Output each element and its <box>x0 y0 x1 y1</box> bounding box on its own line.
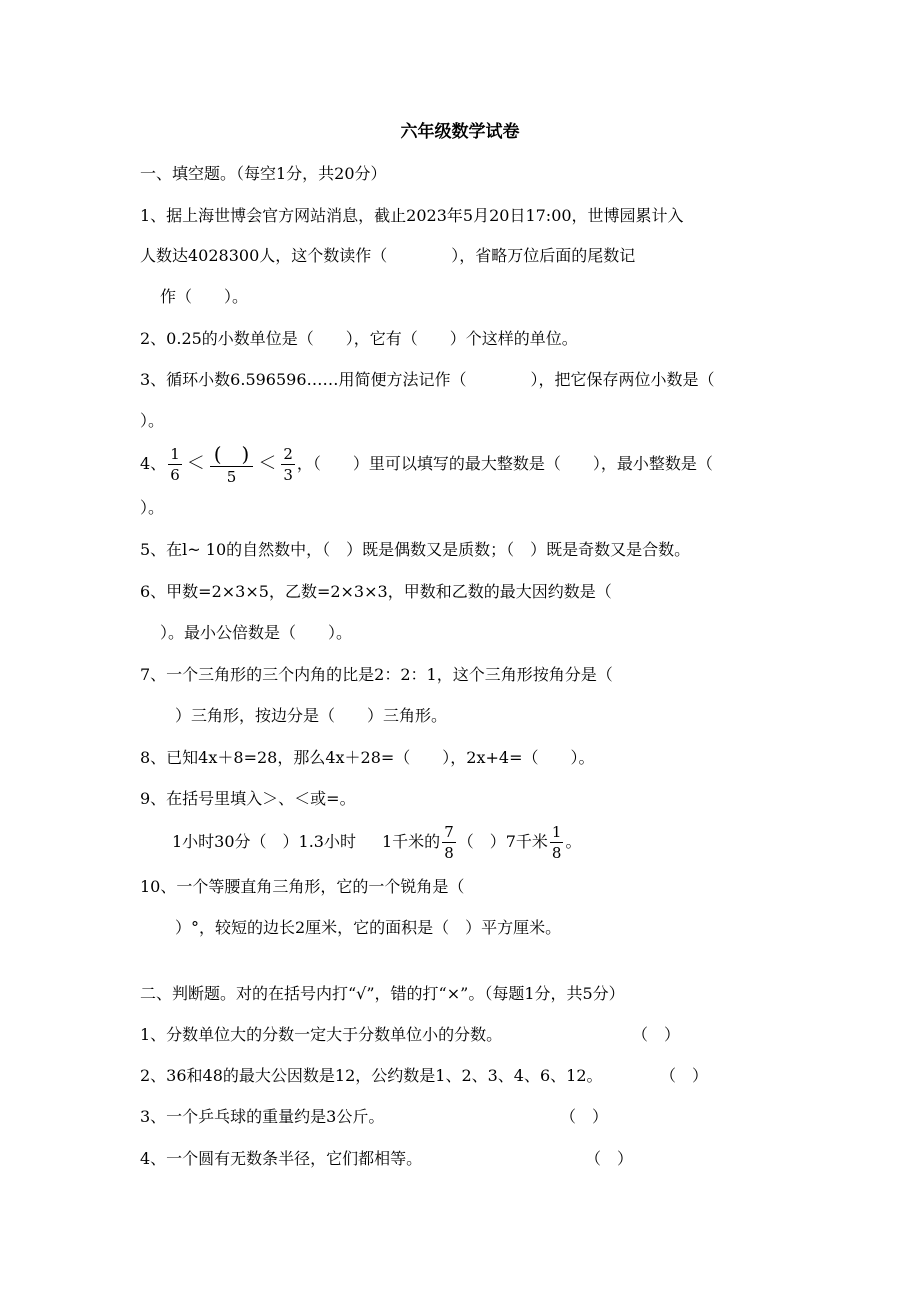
q3-line2: ）。 <box>140 411 165 430</box>
judge-blank-2: （ ） <box>660 1066 709 1085</box>
judge-blank-1: （ ） <box>632 1025 681 1044</box>
judge-item-3: 3、一个乒乓球的重量约是3公斤。 <box>140 1107 385 1126</box>
q4-line1 <box>140 442 713 486</box>
q1-line1: 1、据上海世博会官方网站消息，截止2023年5月20日17:00，世博园累计入 <box>140 206 684 225</box>
q3-line1: 3、循环小数6.596596……用简便方法记作（ ），把它保存两位小数是（ <box>140 370 715 389</box>
q5: 5、在l~ 10的自然数中，（ ）既是偶数又是质数；（ ）既是奇数又是合数。 <box>140 540 691 559</box>
q9-line1: 9、在括号里填入＞、＜或=。 <box>140 789 356 808</box>
judge-item-2: 2、36和48的最大公因数是12，公约数是1、2、3、4、6、12。 <box>140 1066 603 1085</box>
section1-header: 一、填空题。（每空1分，共20分） <box>140 164 387 183</box>
q10-line2: ）°，较短的边长2厘米，它的面积是（ ）平方厘米。 <box>175 918 562 937</box>
q4-line2: ）。 <box>140 498 165 517</box>
judge-item-1: 1、分数单位大的分数一定大于分数单位小的分数。 <box>140 1025 503 1044</box>
q8: 8、已知4x＋8=28，那么4x＋28=（ ），2x+4=（ ）。 <box>140 748 595 767</box>
q9-fb-num: 1 <box>551 822 562 841</box>
q2: 2、0.25的小数单位是（ ），它有（ ）个这样的单位。 <box>140 329 578 348</box>
q4-lt-1: ＜ <box>186 453 205 474</box>
q9-fraction-b <box>550 822 564 862</box>
q4-f1-num: 1 <box>170 444 180 463</box>
q4-fraction-3 <box>281 444 295 484</box>
q7-line2: ）三角形，按边分是（ ）三角形。 <box>175 706 448 725</box>
q6-line2: ）。最小公倍数是（ ）。 <box>160 623 353 642</box>
page-title: 六年级数学试卷 <box>400 122 520 142</box>
section2-header: 二、判断题。对的在括号内打“√”，错的打“×”。（每题1分，共5分） <box>140 984 625 1003</box>
q9-line2 <box>172 820 581 864</box>
q4-lt-2: ＜ <box>258 453 277 474</box>
q7-line1: 7、一个三角形的三个内角的比是2：2：1，这个三角形按角分是（ <box>140 665 613 684</box>
q9-fa-den: 8 <box>444 843 454 862</box>
q4-f3-num: 2 <box>283 444 293 463</box>
q1-line3: 作（ ）。 <box>160 287 249 306</box>
q9-part2: 1千米的 <box>382 832 441 851</box>
q9-part3: （ ）7千米 <box>457 832 548 851</box>
q4-f2-num: ( ) <box>210 444 254 467</box>
q9-fa-num: 7 <box>444 822 454 841</box>
q4-f3-den: 3 <box>283 465 293 484</box>
judge-blank-3: （ ） <box>560 1107 609 1126</box>
q9-part1: 1小时30分（ ）1.3小时 <box>172 832 356 851</box>
q4-f2-den: 5 <box>226 468 237 486</box>
q6-line1: 6、甲数=2×3×5，乙数=2×3×3，甲数和乙数的最大因约数是（ <box>140 582 612 601</box>
q10-line1: 10、一个等腰直角三角形，它的一个锐角是（ <box>140 877 465 896</box>
q4-f1-den: 6 <box>170 465 180 484</box>
q4-suffix: ，（ ）里可以填写的最大整数是（ ），最小整数是（ <box>296 454 713 473</box>
q9-fraction-a <box>442 822 456 862</box>
q4-fraction-2 <box>210 444 254 485</box>
q1-line2: 人数达4028300人，这个数读作（ ），省略万位后面的尾数记 <box>140 246 636 265</box>
q9-part4: 。 <box>565 832 582 851</box>
q4-prefix: 4、 <box>140 454 167 473</box>
judge-item-4: 4、一个圆有无数条半径，它们都相等。 <box>140 1149 423 1168</box>
q9-fb-den: 8 <box>551 843 562 862</box>
judge-blank-4: （ ） <box>585 1149 634 1168</box>
q4-fraction-1 <box>168 444 182 484</box>
